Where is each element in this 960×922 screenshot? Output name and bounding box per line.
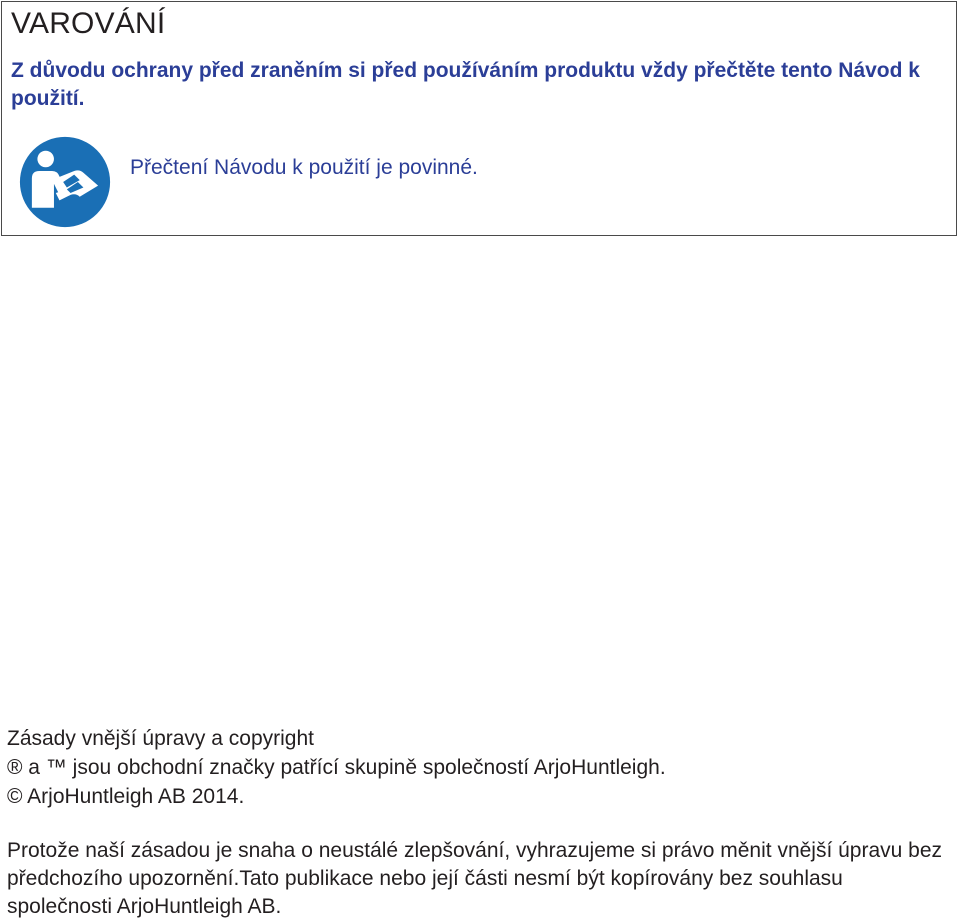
trademark-notice: ® a ™ jsou obchodní značky patřící skupině společností ArjoHuntleigh. [7,756,666,779]
policy-section [7,724,666,811]
read-manual-icon [19,136,111,228]
warning-title: VAROVÁNÍ [11,7,166,40]
copyright-notice: © ArjoHuntleigh AB 2014. [7,785,245,808]
disclaimer-text: Protože naší zásadou je snaha o neustálé zlepšování, vyhrazujeme si právo měnit vnější úpravu bez předchozího upozornění.Tato publikace nebo její části nesmí být kopírovány bez souhlasu společnosti ArjoHuntleigh AB. [7,839,943,918]
warning-text: Z důvodu ochrany před zraněním si před používáním produktu vždy přečtěte tento Návod k použití. [11,59,920,110]
policy-heading: Zásady vnější úpravy a copyright [7,727,314,750]
manual-note: Přečtení Návodu k použití je povinné. [130,156,478,179]
warning-box [1,1,957,236]
